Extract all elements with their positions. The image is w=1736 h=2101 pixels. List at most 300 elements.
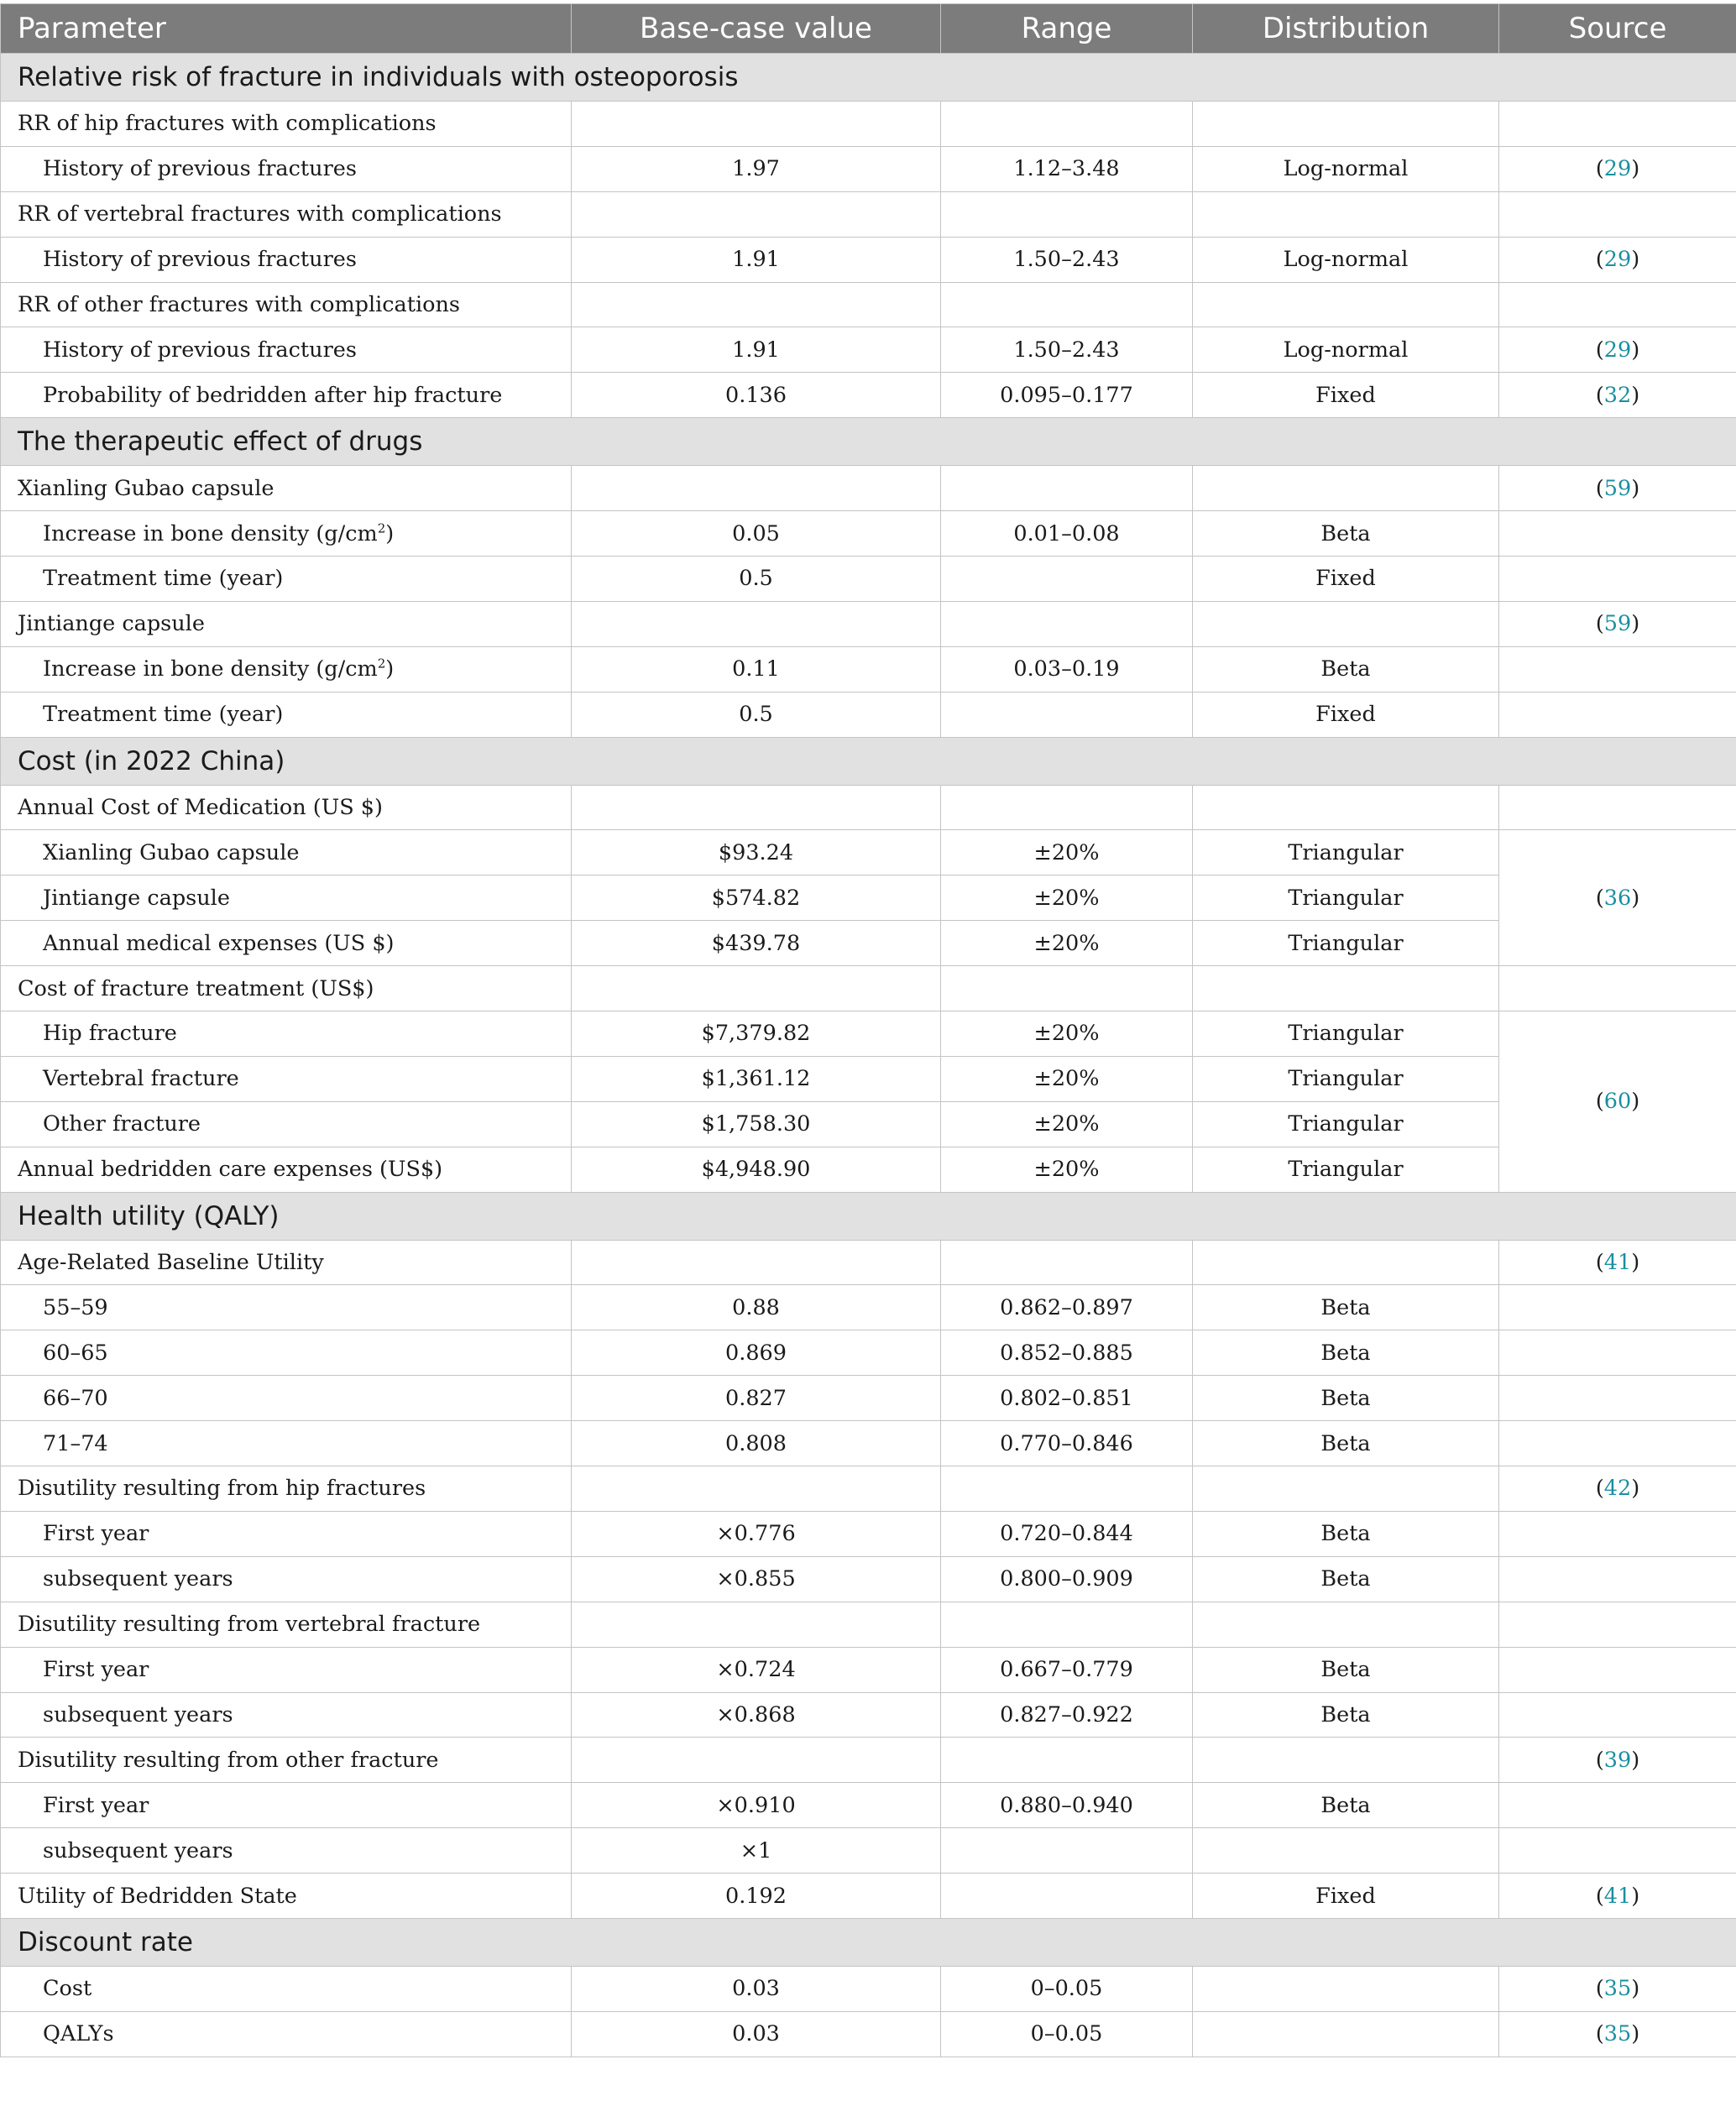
base-case-cell: ×0.855 [572, 1556, 941, 1602]
table-row [1, 1874, 1736, 1919]
section-row [1, 737, 1736, 785]
base-case-cell [572, 785, 941, 830]
source-cell [1499, 557, 1736, 602]
parameter-label: Annual Cost of Medication (US $) [18, 795, 383, 821]
parameter-label: Treatment time (year) [43, 566, 284, 592]
table-row [1, 1285, 1736, 1330]
parameter-cell [1, 1056, 572, 1101]
base-case-cell [572, 466, 941, 511]
range-cell [941, 191, 1193, 237]
parameter-label: RR of other fractures with complications [18, 292, 461, 317]
distribution-cell: Triangular [1193, 921, 1499, 966]
header-distribution: Distribution [1193, 4, 1499, 54]
table-body [1, 54, 1736, 2057]
parameter-cell [1, 511, 572, 557]
label-tail: ) [385, 520, 395, 546]
parameter-label: Annual bedridden care expenses (US$) [18, 1157, 443, 1183]
distribution-cell: Beta [1193, 1511, 1499, 1556]
base-case-cell: 0.11 [572, 646, 941, 692]
distribution-cell: Beta [1193, 1783, 1499, 1828]
parameter-cell [1, 1783, 572, 1828]
range-cell [941, 466, 1193, 511]
parameter-cell [1, 1240, 572, 1285]
base-case-cell [572, 1602, 941, 1647]
table-row [1, 1738, 1736, 1783]
table-row [1, 373, 1736, 418]
parameter-label: subsequent years [43, 1837, 233, 1863]
table-row [1, 966, 1736, 1011]
parameter-cell [1, 1285, 572, 1330]
parameter-label: History of previous fractures [43, 247, 357, 273]
base-case-cell: ×1 [572, 1828, 941, 1874]
table-row [1, 1966, 1736, 2011]
base-case-cell: 0.869 [572, 1330, 941, 1376]
reference-link[interactable]: 29 [1603, 156, 1632, 182]
base-case-cell: $574.82 [572, 875, 941, 921]
source-cell [1499, 966, 1736, 1011]
parameter-cell [1, 1376, 572, 1421]
base-case-cell [572, 601, 941, 646]
base-case-cell: ×0.868 [572, 1692, 941, 1738]
source-cell: (60) [1499, 1011, 1736, 1193]
parameter-cell [1, 1556, 572, 1602]
parameter-label: History of previous fractures [43, 156, 357, 182]
base-case-cell: $1,361.12 [572, 1056, 941, 1101]
reference-link[interactable]: 42 [1603, 1476, 1632, 1502]
source-cell: (29) [1499, 327, 1736, 373]
parameter-cell [1, 1466, 572, 1512]
distribution-cell: Triangular [1193, 1056, 1499, 1101]
table-row [1, 830, 1736, 875]
parameter-label: 55–59 [43, 1294, 108, 1320]
range-cell: 0–0.05 [941, 2011, 1193, 2057]
range-cell: ±20% [941, 1011, 1193, 1057]
base-case-cell [572, 1466, 941, 1512]
source-cell [1499, 1376, 1736, 1421]
parameter-cell [1, 102, 572, 147]
distribution-cell [1193, 102, 1499, 147]
base-case-cell: 0.136 [572, 373, 941, 418]
range-cell: 0–0.05 [941, 1966, 1193, 2011]
distribution-cell: Fixed [1193, 692, 1499, 737]
section-title: Health utility (QALY) [1, 1192, 1736, 1240]
range-cell: 0.800–0.909 [941, 1556, 1193, 1602]
superscript: 2 [377, 656, 386, 672]
range-cell: 0.802–0.851 [941, 1376, 1193, 1421]
distribution-cell [1193, 1466, 1499, 1512]
source-cell: (42) [1499, 1466, 1736, 1512]
section-title: Relative risk of fracture in individuals with osteoporosis [1, 54, 1736, 102]
reference-link[interactable]: 29 [1603, 247, 1632, 273]
parameter-cell [1, 2011, 572, 2057]
range-cell: 0.03–0.19 [941, 646, 1193, 692]
range-cell: 1.12–3.48 [941, 146, 1193, 191]
reference-link[interactable]: 60 [1603, 1089, 1632, 1115]
parameter-cell [1, 646, 572, 692]
distribution-cell: Log-normal [1193, 237, 1499, 282]
source-cell [1499, 102, 1736, 147]
distribution-cell [1193, 1966, 1499, 2011]
parameter-label: Probability of bedridden after hip fracture [43, 382, 503, 408]
source-cell [1499, 511, 1736, 557]
table-row [1, 1828, 1736, 1874]
distribution-cell [1193, 785, 1499, 830]
section-row [1, 54, 1736, 102]
parameter-cell [1, 1330, 572, 1376]
source-cell: (39) [1499, 1738, 1736, 1783]
parameter-label: Hip fracture [43, 1021, 177, 1047]
base-case-cell [572, 282, 941, 327]
header-range: Range [941, 4, 1193, 54]
header-parameter: Parameter [1, 4, 572, 54]
parameter-label: Xianling Gubao capsule [18, 475, 275, 501]
range-cell: ±20% [941, 1147, 1193, 1192]
base-case-cell: $4,948.90 [572, 1147, 941, 1192]
source-cell: (29) [1499, 146, 1736, 191]
parameter-cell [1, 1874, 572, 1919]
source-cell: (41) [1499, 1240, 1736, 1285]
section-row [1, 1918, 1736, 1966]
range-cell [941, 557, 1193, 602]
range-cell [941, 601, 1193, 646]
parameter-cell [1, 373, 572, 418]
range-cell: ±20% [941, 921, 1193, 966]
base-case-cell: 0.192 [572, 1874, 941, 1919]
reference-link[interactable]: 41 [1603, 1883, 1632, 1909]
range-cell [941, 282, 1193, 327]
parameter-cell [1, 1011, 572, 1057]
range-cell: 0.01–0.08 [941, 511, 1193, 557]
distribution-cell [1193, 466, 1499, 511]
source-cell: (35) [1499, 2011, 1736, 2057]
table-row [1, 1011, 1736, 1057]
table-row [1, 557, 1736, 602]
base-case-cell: ×0.910 [572, 1783, 941, 1828]
parameter-label: History of previous fractures [43, 337, 357, 363]
reference-link[interactable]: 59 [1603, 475, 1632, 501]
base-case-cell [572, 1240, 941, 1285]
distribution-cell: Beta [1193, 1376, 1499, 1421]
source-cell [1499, 1285, 1736, 1330]
source-cell: (35) [1499, 1966, 1736, 2011]
table-row [1, 692, 1736, 737]
table-row [1, 1240, 1736, 1285]
table-row [1, 601, 1736, 646]
base-case-cell: 0.5 [572, 557, 941, 602]
range-cell [941, 1240, 1193, 1285]
distribution-cell [1193, 2011, 1499, 2057]
table-row [1, 466, 1736, 511]
range-cell [941, 1738, 1193, 1783]
base-case-cell: 1.91 [572, 327, 941, 373]
distribution-cell: Beta [1193, 1285, 1499, 1330]
parameter-cell [1, 966, 572, 1011]
source-cell: (36) [1499, 830, 1736, 966]
parameter-cell [1, 830, 572, 875]
parameter-cell [1, 557, 572, 602]
table-row [1, 1647, 1736, 1692]
range-cell [941, 692, 1193, 737]
distribution-cell: Triangular [1193, 1147, 1499, 1192]
table-row [1, 921, 1736, 966]
range-cell [941, 1602, 1193, 1647]
range-cell: 0.095–0.177 [941, 373, 1193, 418]
base-case-cell: 0.808 [572, 1421, 941, 1466]
parameter-cell [1, 1421, 572, 1466]
table-row [1, 1101, 1736, 1147]
range-cell: 1.50–2.43 [941, 237, 1193, 282]
reference-link[interactable]: 35 [1603, 1976, 1632, 2002]
source-cell [1499, 692, 1736, 737]
reference-link[interactable]: 35 [1603, 2021, 1632, 2047]
range-cell: ±20% [941, 830, 1193, 875]
parameter-cell [1, 921, 572, 966]
source-cell [1499, 191, 1736, 237]
range-cell: 0.880–0.940 [941, 1783, 1193, 1828]
base-case-cell: ×0.724 [572, 1647, 941, 1692]
source-cell [1499, 1602, 1736, 1647]
parameter-cell [1, 1738, 572, 1783]
base-case-cell: 0.5 [572, 692, 941, 737]
source-cell [1499, 785, 1736, 830]
parameter-label: Jintiange capsule [18, 611, 205, 637]
section-title: Cost (in 2022 China) [1, 737, 1736, 785]
range-cell: 0.770–0.846 [941, 1421, 1193, 1466]
table-row [1, 1602, 1736, 1647]
parameter-cell [1, 282, 572, 327]
source-cell [1499, 1692, 1736, 1738]
base-case-cell: 0.05 [572, 511, 941, 557]
parameter-label: RR of hip fractures with complications [18, 111, 437, 137]
distribution-cell: Beta [1193, 1647, 1499, 1692]
distribution-cell [1193, 1602, 1499, 1647]
range-cell: ±20% [941, 1056, 1193, 1101]
distribution-cell [1193, 191, 1499, 237]
range-cell [941, 966, 1193, 1011]
source-cell [1499, 1330, 1736, 1376]
parameter-label: subsequent years [43, 1701, 233, 1727]
distribution-cell: Fixed [1193, 373, 1499, 418]
reference-link[interactable]: 36 [1603, 885, 1632, 911]
section-title: The therapeutic effect of drugs [1, 418, 1736, 466]
base-case-cell [572, 966, 941, 1011]
range-cell: ±20% [941, 875, 1193, 921]
source-cell [1499, 282, 1736, 327]
table-row [1, 2011, 1736, 2057]
reference-link[interactable]: 59 [1603, 611, 1632, 637]
table-row [1, 511, 1736, 557]
reference-link[interactable]: 41 [1603, 1250, 1632, 1276]
base-case-cell: ×0.776 [572, 1511, 941, 1556]
range-cell [941, 1874, 1193, 1919]
table-row [1, 102, 1736, 147]
source-cell [1499, 646, 1736, 692]
range-cell: 0.720–0.844 [941, 1511, 1193, 1556]
parameter-cell [1, 1692, 572, 1738]
distribution-cell: Fixed [1193, 1874, 1499, 1919]
source-cell [1499, 1828, 1736, 1874]
source-cell [1499, 1556, 1736, 1602]
base-case-cell: 1.91 [572, 237, 941, 282]
distribution-cell [1193, 1240, 1499, 1285]
parameter-cell [1, 1101, 572, 1147]
distribution-cell: Beta [1193, 1556, 1499, 1602]
source-cell: (29) [1499, 237, 1736, 282]
table-row [1, 1330, 1736, 1376]
parameter-cell [1, 466, 572, 511]
parameter-cell [1, 1147, 572, 1192]
parameter-label: 66–70 [43, 1385, 108, 1411]
section-row [1, 1192, 1736, 1240]
parameter-label: 71–74 [43, 1430, 108, 1456]
parameter-label: First year [43, 1521, 149, 1547]
table-row [1, 1511, 1736, 1556]
parameter-label: Increase in bone density (g/cm [43, 520, 378, 546]
parameter-cell [1, 191, 572, 237]
base-case-cell: 0.03 [572, 2011, 941, 2057]
parameter-table [0, 3, 1736, 2057]
header-source: Source [1499, 4, 1736, 54]
reference-link[interactable]: 32 [1603, 382, 1632, 408]
parameter-label: Xianling Gubao capsule [43, 839, 300, 865]
base-case-cell: $7,379.82 [572, 1011, 941, 1057]
section-title: Discount rate [1, 1918, 1736, 1966]
table-row [1, 1466, 1736, 1512]
parameter-cell [1, 1828, 572, 1874]
parameter-label: First year [43, 1657, 149, 1683]
table-row [1, 785, 1736, 830]
parameter-cell [1, 1966, 572, 2011]
parameter-label: Disutility resulting from vertebral fracture [18, 1612, 481, 1638]
table-row [1, 1556, 1736, 1602]
table-row [1, 875, 1736, 921]
source-cell: (41) [1499, 1874, 1736, 1919]
table-row [1, 1376, 1736, 1421]
parameter-label: Increase in bone density (g/cm [43, 656, 378, 682]
parameter-label: Treatment time (year) [43, 702, 284, 728]
parameter-label: First year [43, 1792, 149, 1818]
range-cell: 0.667–0.779 [941, 1647, 1193, 1692]
label-tail: ) [385, 656, 395, 682]
table-row [1, 1421, 1736, 1466]
parameter-label: Disutility resulting from other fracture [18, 1747, 439, 1773]
table-row [1, 327, 1736, 373]
table-row [1, 1147, 1736, 1192]
range-cell: 0.862–0.897 [941, 1285, 1193, 1330]
source-cell: (59) [1499, 601, 1736, 646]
range-cell [941, 102, 1193, 147]
parameter-cell [1, 1602, 572, 1647]
base-case-cell: 0.03 [572, 1966, 941, 2011]
range-cell [941, 785, 1193, 830]
table-row [1, 146, 1736, 191]
range-cell: ±20% [941, 1101, 1193, 1147]
reference-link[interactable]: 39 [1603, 1747, 1632, 1773]
distribution-cell: Log-normal [1193, 327, 1499, 373]
parameter-cell [1, 692, 572, 737]
distribution-cell: Beta [1193, 646, 1499, 692]
parameter-label: Vertebral fracture [43, 1066, 239, 1092]
source-cell [1499, 1647, 1736, 1692]
parameter-cell [1, 237, 572, 282]
base-case-cell: 0.88 [572, 1285, 941, 1330]
distribution-cell [1193, 601, 1499, 646]
parameter-label: Annual medical expenses (US $) [43, 930, 395, 956]
base-case-cell [572, 102, 941, 147]
source-cell [1499, 1511, 1736, 1556]
table-row [1, 191, 1736, 237]
base-case-cell: 1.97 [572, 146, 941, 191]
superscript: 2 [377, 520, 386, 536]
range-cell: 0.852–0.885 [941, 1330, 1193, 1376]
parameter-label: Utility of Bedridden State [18, 1883, 297, 1909]
parameter-label: Age-Related Baseline Utility [18, 1250, 324, 1276]
distribution-cell: Beta [1193, 1421, 1499, 1466]
parameter-label: Cost [43, 1976, 92, 2002]
range-cell [941, 1466, 1193, 1512]
table-row [1, 1692, 1736, 1738]
source-cell [1499, 1421, 1736, 1466]
table-row [1, 282, 1736, 327]
base-case-cell [572, 191, 941, 237]
base-case-cell: 0.827 [572, 1376, 941, 1421]
base-case-cell: $1,758.30 [572, 1101, 941, 1147]
parameter-label: Cost of fracture treatment (US$) [18, 975, 374, 1001]
table-row [1, 1783, 1736, 1828]
base-case-cell [572, 1738, 941, 1783]
distribution-cell: Triangular [1193, 875, 1499, 921]
reference-link[interactable]: 29 [1603, 337, 1632, 363]
parameter-cell [1, 785, 572, 830]
parameter-cell [1, 1647, 572, 1692]
distribution-cell [1193, 966, 1499, 1011]
section-row [1, 418, 1736, 466]
parameter-label: Other fracture [43, 1111, 201, 1137]
range-cell: 0.827–0.922 [941, 1692, 1193, 1738]
source-cell [1499, 1783, 1736, 1828]
distribution-cell [1193, 282, 1499, 327]
distribution-cell: Beta [1193, 511, 1499, 557]
base-case-cell: $439.78 [572, 921, 941, 966]
table-row [1, 646, 1736, 692]
distribution-cell: Triangular [1193, 1011, 1499, 1057]
parameter-cell [1, 327, 572, 373]
parameter-label: QALYs [43, 2021, 114, 2047]
header-row [1, 4, 1736, 54]
distribution-cell [1193, 1828, 1499, 1874]
distribution-cell: Log-normal [1193, 146, 1499, 191]
distribution-cell: Beta [1193, 1330, 1499, 1376]
header-base-case: Base-case value [572, 4, 941, 54]
source-cell: (32) [1499, 373, 1736, 418]
source-cell: (59) [1499, 466, 1736, 511]
parameter-cell [1, 601, 572, 646]
parameter-label: Disutility resulting from hip fractures [18, 1476, 426, 1502]
distribution-cell: Fixed [1193, 557, 1499, 602]
distribution-cell [1193, 1738, 1499, 1783]
distribution-cell: Triangular [1193, 830, 1499, 875]
parameter-label: RR of vertebral fractures with complications [18, 201, 502, 227]
distribution-cell: Triangular [1193, 1101, 1499, 1147]
range-cell: 1.50–2.43 [941, 327, 1193, 373]
parameter-cell [1, 1511, 572, 1556]
parameter-cell [1, 146, 572, 191]
range-cell [941, 1828, 1193, 1874]
table-row [1, 237, 1736, 282]
parameter-label: subsequent years [43, 1566, 233, 1592]
base-case-cell: $93.24 [572, 830, 941, 875]
distribution-cell: Beta [1193, 1692, 1499, 1738]
